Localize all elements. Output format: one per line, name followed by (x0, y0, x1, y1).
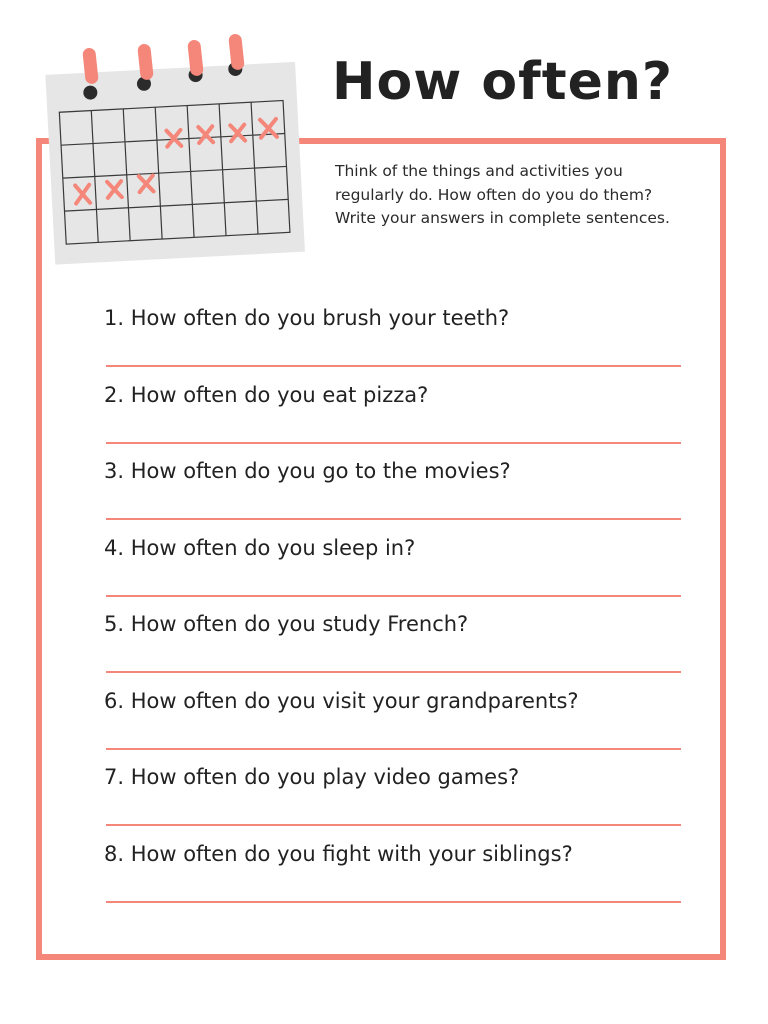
instructions-line: Think of the things and activities you (335, 162, 623, 180)
answer-line[interactable] (106, 365, 681, 367)
instructions (335, 160, 715, 231)
question-text: 6. How often do you visit your grandparents? (104, 688, 579, 713)
question-text: 2. How often do you eat pizza? (104, 382, 429, 407)
question-item (104, 683, 684, 760)
question-item (104, 606, 684, 683)
answer-line[interactable] (106, 671, 681, 673)
calendar-icon (40, 30, 320, 270)
question-text: 8. How often do you fight with your siblings? (104, 841, 573, 866)
answer-line[interactable] (106, 442, 681, 444)
answer-line[interactable] (106, 595, 681, 597)
question-list (104, 300, 684, 912)
question-text: 7. How often do you play video games? (104, 765, 520, 789)
answer-line[interactable] (106, 824, 681, 826)
instructions-line: Write your answers in complete sentences. (335, 209, 670, 227)
question-text: 3. How often do you go to the movies? (104, 459, 511, 483)
question-text: 5. How often do you study French? (104, 612, 469, 636)
instructions-line: regularly do. How often do you do them? (335, 185, 653, 204)
answer-line[interactable] (106, 518, 681, 520)
question-item (104, 836, 684, 913)
page-title: How often? (332, 52, 674, 112)
question-item (104, 453, 684, 530)
question-item (104, 759, 684, 836)
answer-line[interactable] (106, 748, 681, 750)
answer-line[interactable] (106, 901, 681, 903)
question-item (104, 377, 684, 454)
question-text: 4. How often do you sleep in? (104, 535, 416, 560)
question-item (104, 530, 684, 607)
question-item (104, 300, 684, 377)
question-text: 1. How often do you brush your teeth? (104, 306, 510, 330)
